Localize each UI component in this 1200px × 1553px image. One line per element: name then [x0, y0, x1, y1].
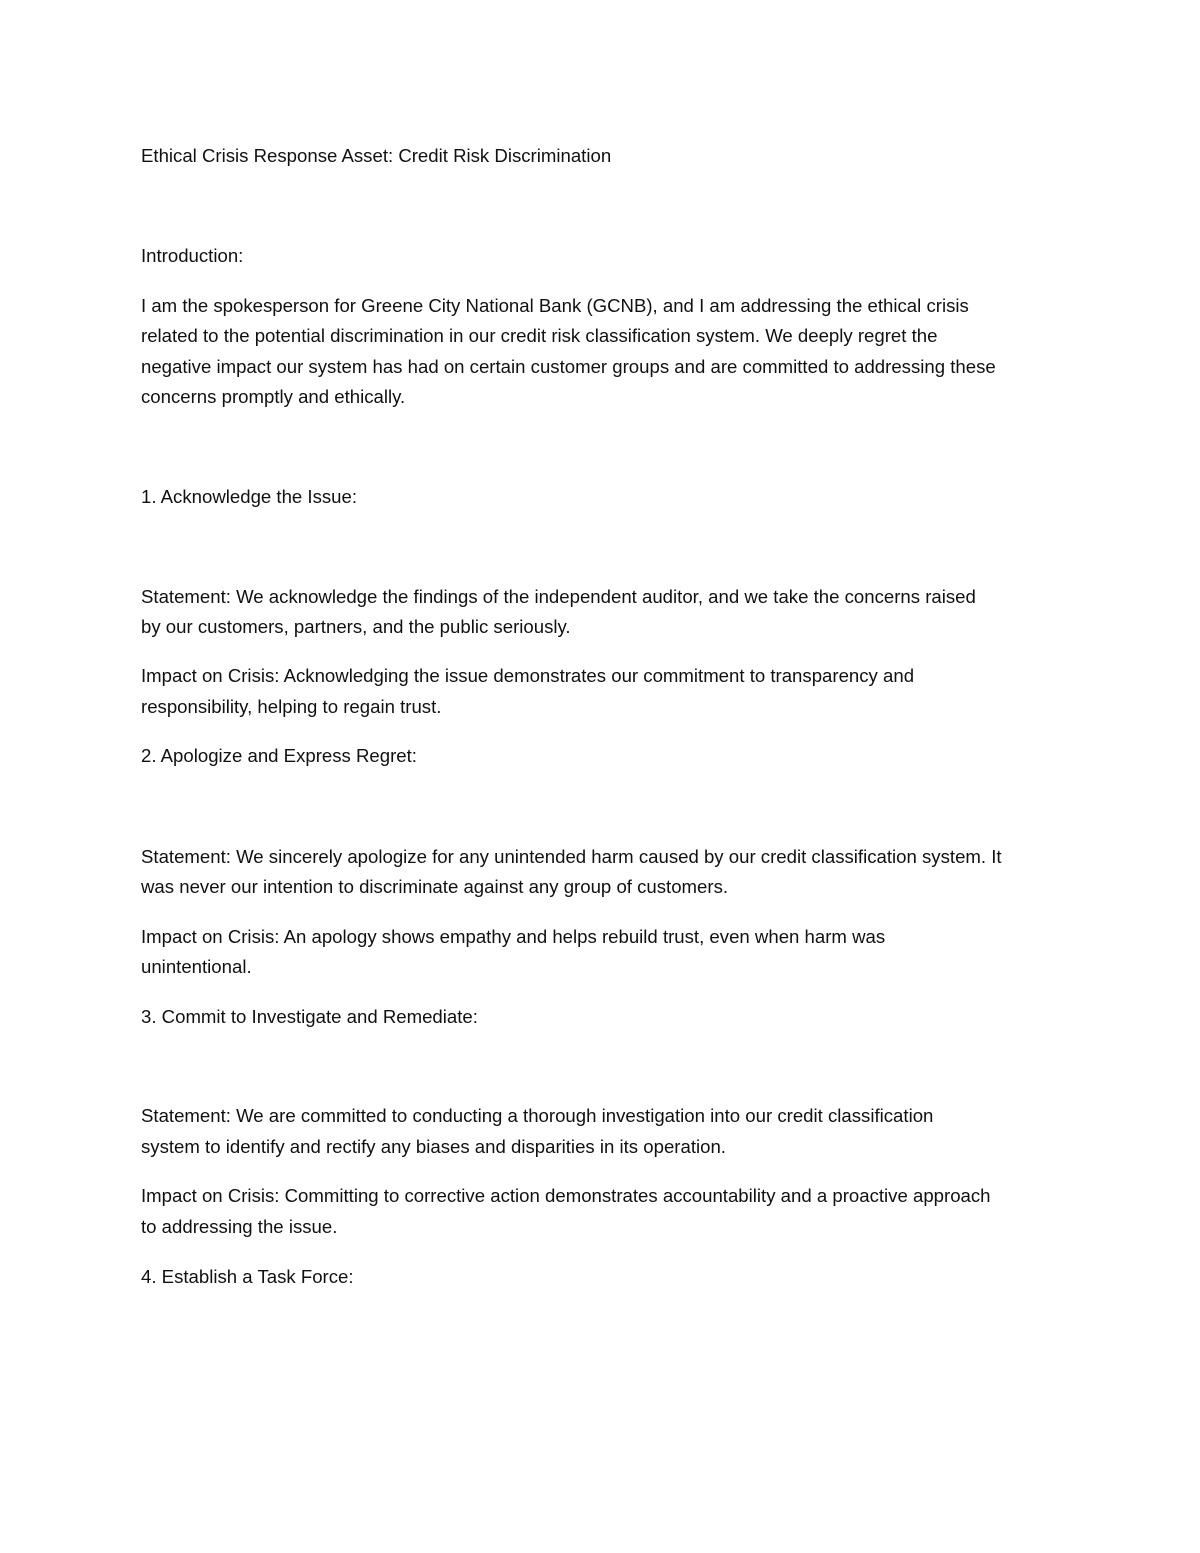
section-heading-1: 1. Acknowledge the Issue:	[141, 486, 358, 507]
paragraph-line: system to identify and rectify any biases and disparities in its operation.	[141, 1136, 726, 1157]
paragraph-line: concerns promptly and ethically.	[141, 386, 406, 407]
paragraph-line: related to the potential discrimination in our credit risk classification system. We deeply regret the	[141, 325, 938, 346]
introduction-heading: Introduction:	[141, 245, 244, 266]
document-title: Ethical Crisis Response Asset: Credit Risk Discrimination	[141, 145, 612, 166]
section-heading-4: 4. Establish a Task Force:	[141, 1266, 354, 1287]
paragraph-line: unintentional.	[141, 956, 252, 977]
paragraph-line: I am the spokesperson for Greene City National Bank (GCNB), and I am addressing the ethical crisis	[141, 295, 969, 316]
paragraph-line: Statement: We are committed to conducting a thorough investigation into our credit classification	[141, 1105, 934, 1126]
paragraph-line: responsibility, helping to regain trust.	[141, 696, 442, 717]
paragraph-line: to addressing the issue.	[141, 1216, 338, 1237]
paragraph-line: by our customers, partners, and the public seriously.	[141, 616, 571, 637]
paragraph-line: Statement: We sincerely apologize for any unintended harm caused by our credit classification system. It	[141, 846, 1002, 867]
paragraph-line: negative impact our system has had on certain customer groups and are committed to addressing these	[141, 356, 996, 377]
paragraph-line: Statement: We acknowledge the findings of the independent auditor, and we take the concerns raised	[141, 586, 976, 607]
section-heading-2: 2. Apologize and Express Regret:	[141, 745, 417, 766]
paragraph-line: Impact on Crisis: Acknowledging the issue demonstrates our commitment to transparency and	[141, 665, 915, 686]
section-heading-3: 3. Commit to Investigate and Remediate:	[141, 1006, 478, 1027]
paragraph-line: Impact on Crisis: An apology shows empathy and helps rebuild trust, even when harm was	[141, 926, 886, 947]
paragraph-line: was never our intention to discriminate against any group of customers.	[141, 876, 729, 897]
paragraph-line: Impact on Crisis: Committing to corrective action demonstrates accountability and a proactive approach	[141, 1185, 991, 1206]
